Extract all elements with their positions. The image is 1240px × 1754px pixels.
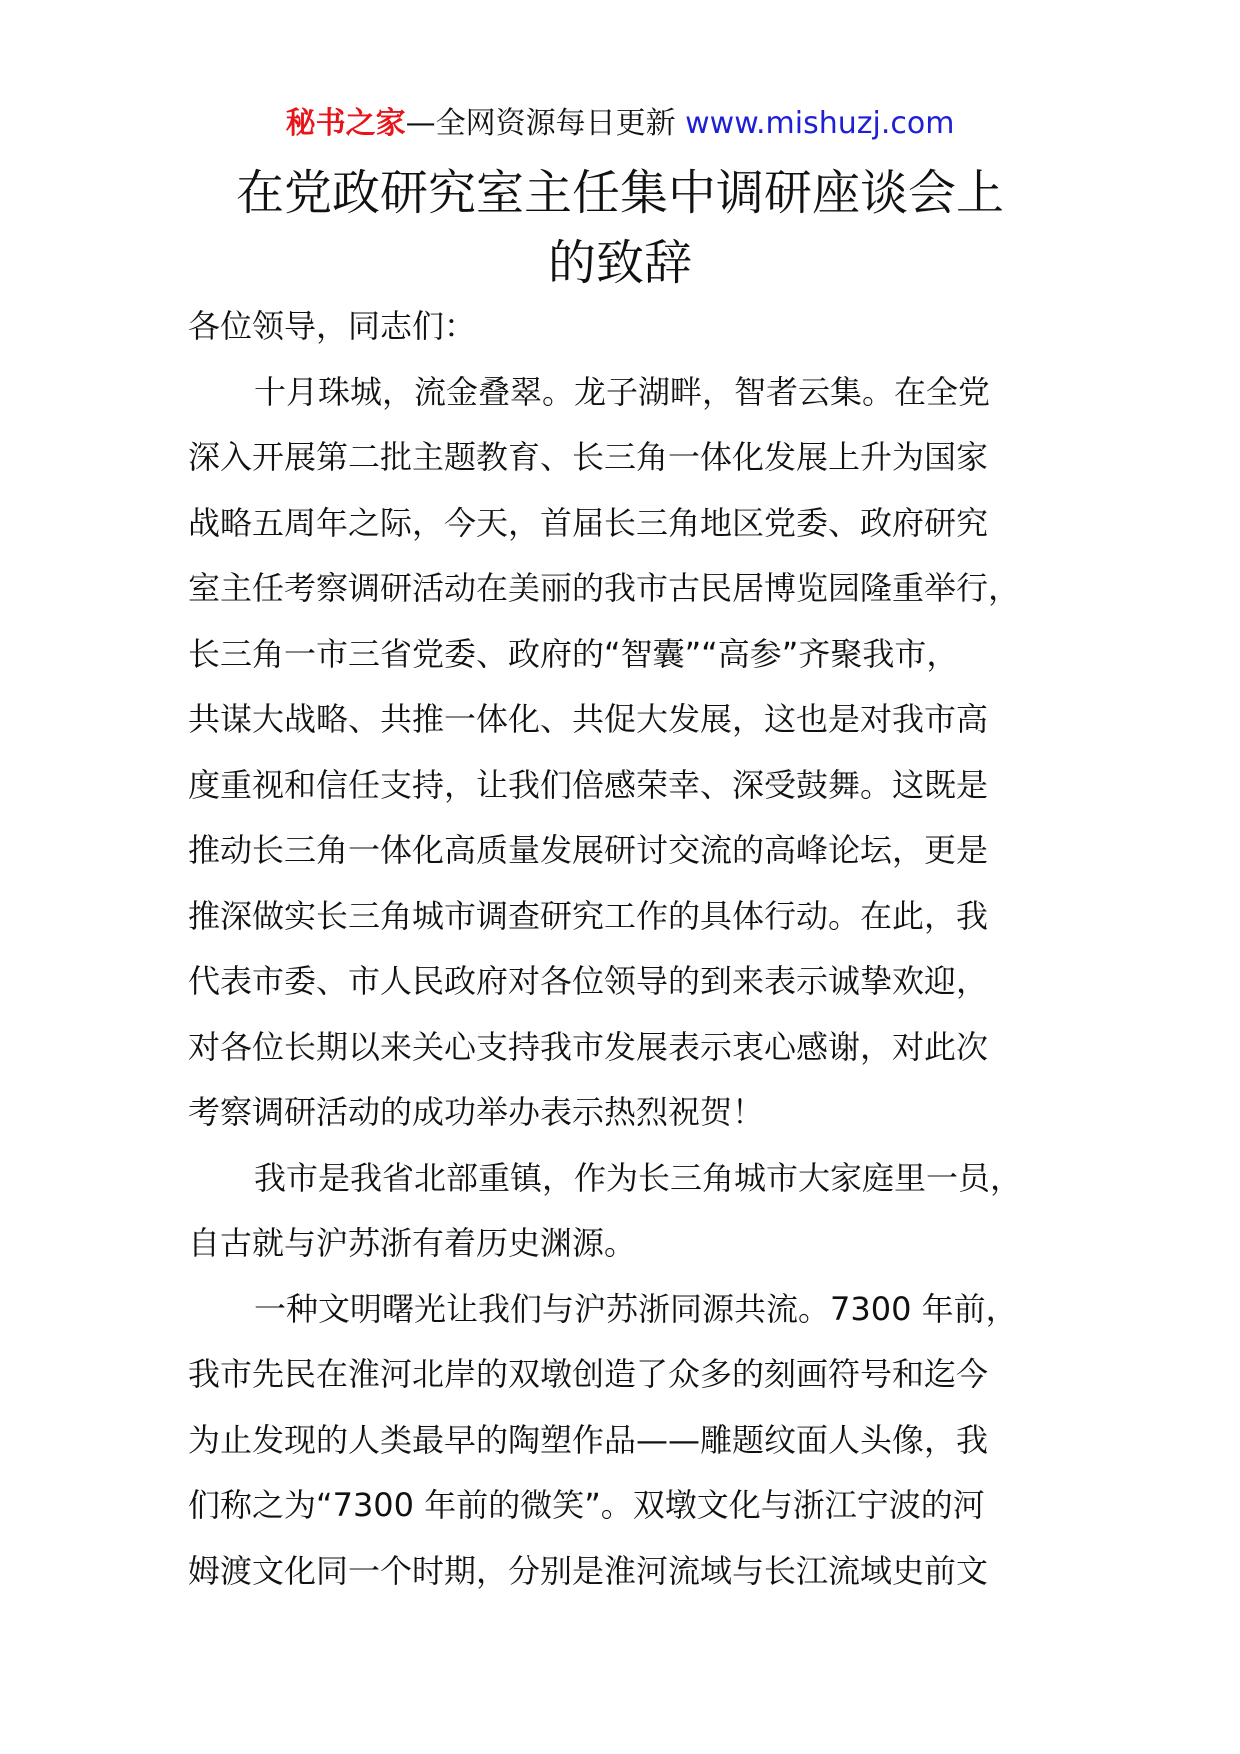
document-body xyxy=(188,294,1068,1604)
body-line: 度重视和信任支持，让我们倍感荣幸、深受鼓舞。这既是 xyxy=(188,765,989,804)
body-line: 我市是我省北部重镇，作为长三角城市大家庭里一员， xyxy=(254,1158,1023,1197)
body-line: 姆渡文化同一个时期，分别是淮河流域与长江流域史前文 xyxy=(188,1551,989,1590)
salutation-line: 各位领导，同志们： xyxy=(188,307,477,345)
title-line-2: 的致辞 xyxy=(547,235,692,291)
body-line: 自古就与沪苏浙有着历史渊源。 xyxy=(188,1224,637,1262)
body-line: 深入开展第二批主题教育、长三角一体化发展上升为国家 xyxy=(188,438,989,476)
body-line: 对各位长期以来关心支持我市发展表示衷心感谢，对此次 xyxy=(188,1027,989,1066)
site-brand: 秘书之家 xyxy=(285,106,406,141)
body-line: 战略五周年之际，今天，首届长三角地区党委、政府研究 xyxy=(188,503,989,542)
body-line: 共谋大战略、共推一体化、共促大发展，这也是对我市高 xyxy=(188,700,989,738)
body-line: 室主任考察调研活动在美丽的我市古民居博览园隆重举行， xyxy=(188,569,1021,607)
document-title xyxy=(150,158,1090,298)
body-line: 为止发现的人类最早的陶塑作品——雕题纹面人头像，我 xyxy=(188,1420,989,1459)
body-line: 我市先民在淮河北岸的双墩创造了众多的刻画符号和迄今 xyxy=(188,1355,989,1393)
body-line: 们称之为“7300 年前的微笑”。双墩文化与浙江宁波的河 xyxy=(188,1486,985,1524)
site-url-link[interactable]: www.mishuzj.com xyxy=(685,106,955,141)
site-tagline: —全网资源每日更新 xyxy=(405,106,686,141)
body-line: 推深做实长三角城市调查研究工作的具体行动。在此，我 xyxy=(188,896,989,935)
body-line: 十月珠城，流金叠翠。龙子湖畔，智者云集。在全党 xyxy=(254,372,991,411)
body-line: 推动长三角一体化高质量发展研讨交流的高峰论坛，更是 xyxy=(188,831,989,869)
body-line: 考察调研活动的成功举办表示热烈祝贺！ xyxy=(188,1093,765,1131)
site-header xyxy=(0,104,1240,144)
title-line-1: 在党政研究室主任集中调研座谈会上 xyxy=(235,165,1004,221)
body-line: 代表市委、市人民政府对各位领导的到来表示诚挚欢迎， xyxy=(188,962,989,1000)
body-line: 一种文明曙光让我们与沪苏浙同源共流。7300 年前， xyxy=(254,1289,1018,1328)
body-line: 长三角一市三省党委、政府的“智囊”“高参”齐聚我市， xyxy=(188,634,959,673)
